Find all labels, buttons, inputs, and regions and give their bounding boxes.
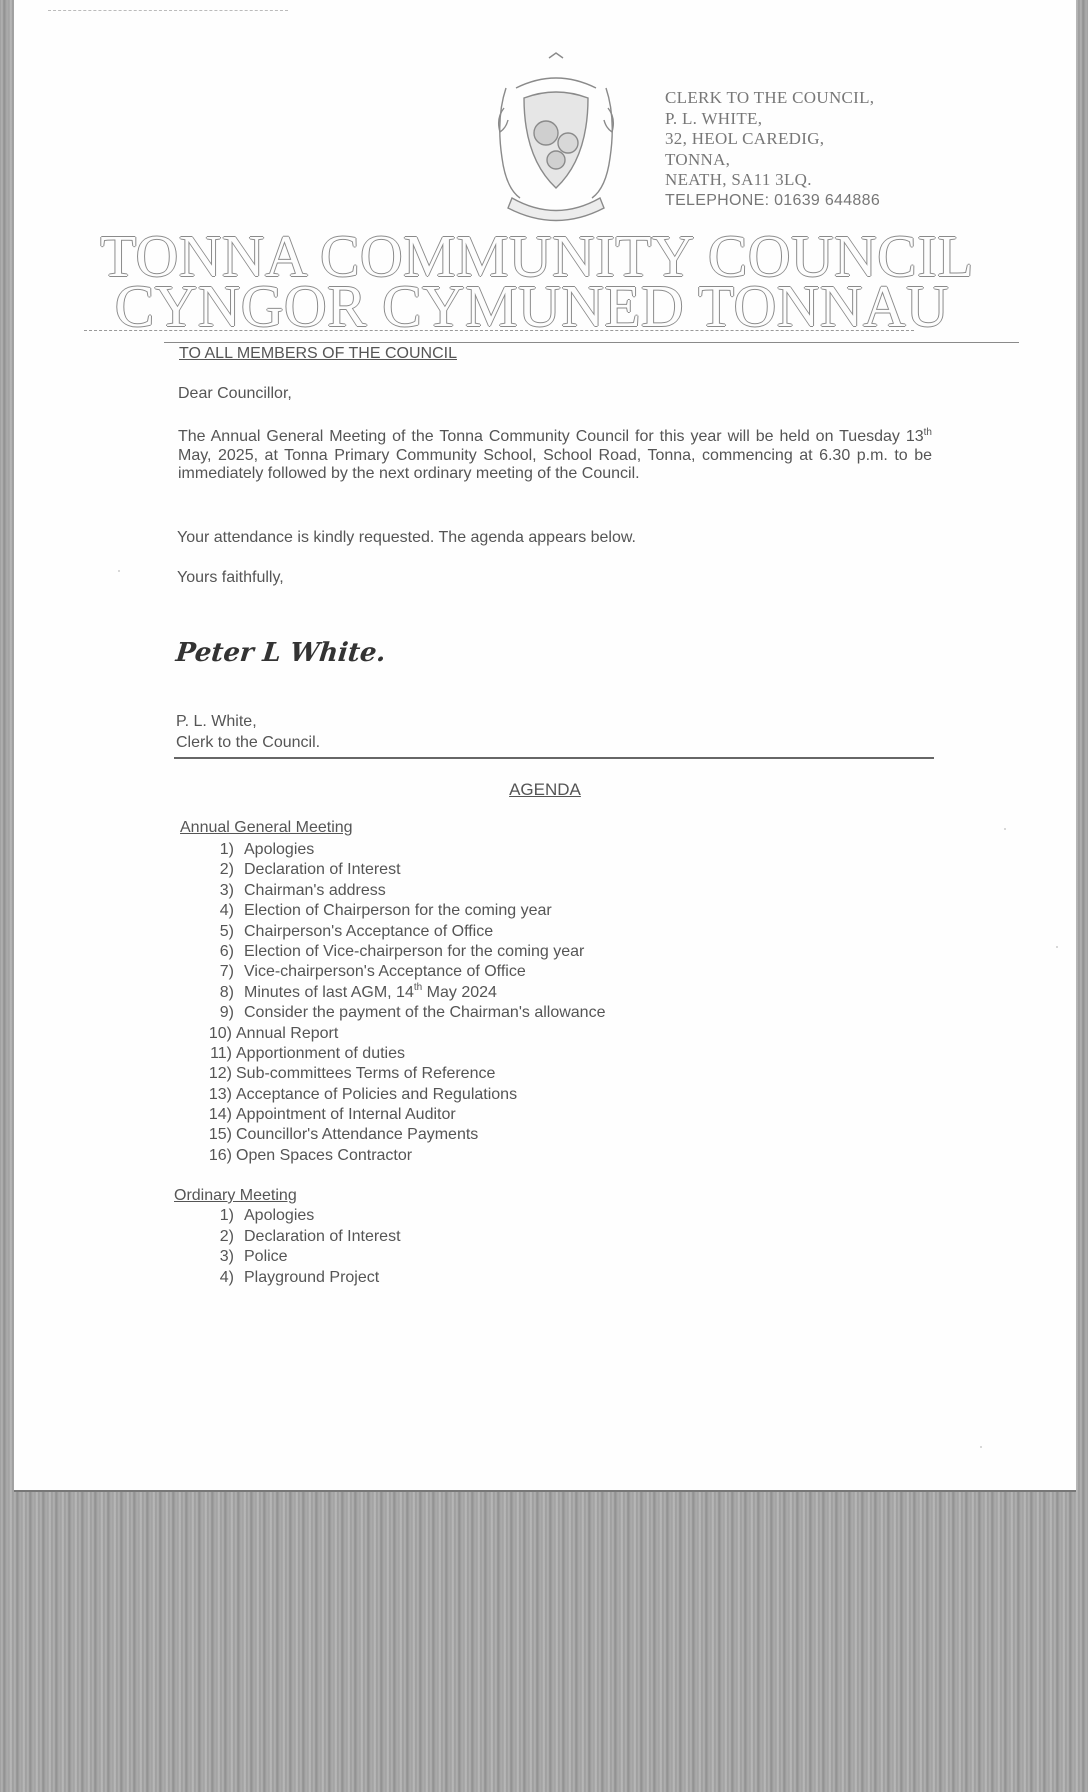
- item-number: 7): [219, 963, 234, 981]
- agenda-item: [204, 962, 605, 982]
- address-line: 32, HEOL CAREDIG,: [665, 129, 825, 148]
- item-text: [244, 983, 497, 1003]
- item-text: Apologies: [244, 1207, 315, 1224]
- section-divider: [174, 757, 934, 759]
- item-number: 4): [219, 902, 234, 920]
- item-text: Vice-chairperson's Acceptance of Office: [244, 963, 526, 981]
- item-text: Apologies: [244, 841, 315, 858]
- ordinary-meeting-heading: Ordinary Meeting: [174, 1187, 297, 1204]
- council-name-english: TONNA COMMUNITY COUNCIL: [100, 223, 974, 289]
- address-line: P. L. WHITE,: [665, 108, 763, 128]
- agenda-item: [204, 860, 605, 880]
- address-line: CLERK TO THE COUNCIL,: [665, 88, 875, 107]
- item-number: 16): [208, 1146, 232, 1164]
- item-number: 12): [208, 1065, 232, 1083]
- scan-speck: [1056, 946, 1058, 948]
- item-text: Appointment of Internal Auditor: [236, 1106, 456, 1124]
- council-crest-icon: [476, 48, 636, 228]
- item-number: 5): [219, 922, 234, 940]
- agenda-item: [204, 1268, 401, 1289]
- agenda-item: [204, 1146, 605, 1166]
- item-number: 2): [219, 861, 234, 879]
- item-text: Declaration of Interest: [244, 1227, 401, 1245]
- item-number: 3): [219, 881, 234, 899]
- agenda-item: [204, 983, 605, 1003]
- paragraph-text: The Annual General Meeting of the Tonna Community Council for this year will be held on Tuesday 13: [178, 428, 924, 445]
- item-text: Acceptance of Policies and Regulations: [236, 1085, 518, 1103]
- item-number: 1): [219, 841, 234, 858]
- item-ordinal: th: [413, 981, 423, 993]
- agenda-item: [204, 1105, 605, 1125]
- agenda-item: [204, 922, 605, 942]
- agenda-item: [204, 1227, 401, 1248]
- item-text-part: May 2024: [422, 983, 497, 1001]
- item-text: Sub-committees Terms of Reference: [236, 1065, 496, 1083]
- item-number: 9): [219, 1004, 234, 1022]
- item-text: Election of Chairperson for the coming year: [244, 902, 552, 920]
- agenda-item: [204, 901, 605, 921]
- item-text: Apportionment of duties: [236, 1044, 405, 1062]
- signatory-name: P. L. White,: [176, 713, 257, 730]
- agenda-title: AGENDA: [509, 780, 581, 799]
- item-number: 13): [208, 1085, 232, 1103]
- signatory-title: Clerk to the Council.: [176, 734, 321, 751]
- item-text: Police: [244, 1248, 288, 1265]
- signature: Peter L White.: [174, 638, 388, 668]
- paragraph-ordinal: th: [923, 427, 932, 438]
- scan-speck: [980, 1446, 982, 1448]
- item-text: Playground Project: [244, 1268, 380, 1286]
- addressee-heading: TO ALL MEMBERS OF THE COUNCIL: [179, 345, 457, 362]
- salutation: Dear Councillor,: [178, 385, 292, 402]
- item-text: Open Spaces Contractor: [236, 1146, 413, 1164]
- agenda-item: [204, 1003, 605, 1023]
- address-line: TONNA,: [665, 149, 731, 169]
- scan-speck: [118, 570, 120, 572]
- paragraph-text: May, 2025, at Tonna Primary Community School, School Road, Tonna, commencing at 6.30 p.m. to be immediately followed by the next ordinary meeting of the Council.: [178, 446, 932, 482]
- item-number: 1): [219, 1207, 234, 1224]
- agenda-item: [204, 1044, 605, 1064]
- agenda-item: [204, 1024, 605, 1044]
- item-text-part: Minutes of last AGM, 14: [244, 983, 414, 1001]
- item-number: 15): [208, 1126, 232, 1144]
- item-text: Consider the payment of the Chairman's allowance: [244, 1004, 606, 1022]
- item-text: Annual Report: [236, 1024, 339, 1042]
- item-number: 14): [208, 1106, 232, 1124]
- attendance-request: Your attendance is kindly requested. The agenda appears below.: [177, 529, 636, 546]
- item-number: 10): [208, 1024, 232, 1042]
- agenda-item: [204, 942, 605, 962]
- agm-agenda-list: [204, 840, 605, 1166]
- scan-artifact: [48, 10, 288, 11]
- item-number: 11): [210, 1044, 232, 1062]
- agenda-item: [204, 1064, 605, 1084]
- agenda-item: [204, 1247, 401, 1268]
- masthead-divider: [84, 330, 914, 331]
- closing: Yours faithfully,: [177, 569, 284, 586]
- item-number: 8): [219, 983, 234, 1001]
- item-text: Declaration of Interest: [244, 861, 401, 879]
- agenda-item: [204, 1206, 401, 1227]
- item-number: 6): [219, 942, 234, 960]
- council-name-welsh: CYNGOR CYMUNED TONNAU: [114, 273, 950, 339]
- item-number: 3): [219, 1248, 234, 1265]
- item-text: Election of Vice-chairperson for the coming year: [244, 942, 585, 960]
- item-text: Chairman's address: [244, 881, 386, 899]
- clerk-address-block: [665, 88, 925, 211]
- telephone-number: TELEPHONE: 01639 644886: [665, 191, 881, 209]
- address-line: NEATH, SA11 3LQ.: [665, 170, 812, 189]
- meeting-notice-paragraph: [178, 428, 932, 484]
- item-text: Councillor's Attendance Payments: [236, 1126, 479, 1144]
- masthead-divider: [164, 342, 1019, 343]
- scan-speck: [1004, 828, 1006, 830]
- agenda-item: [204, 1085, 605, 1105]
- item-number: 2): [219, 1227, 234, 1245]
- agenda-item: [204, 840, 605, 860]
- item-number: 4): [219, 1268, 234, 1286]
- agenda-item: [204, 881, 605, 901]
- ordinary-agenda-list: [204, 1206, 401, 1288]
- item-text: Chairperson's Acceptance of Office: [244, 922, 494, 940]
- agm-heading: Annual General Meeting: [180, 819, 353, 836]
- letter-page: [14, 0, 1076, 1492]
- agenda-item: [204, 1125, 605, 1145]
